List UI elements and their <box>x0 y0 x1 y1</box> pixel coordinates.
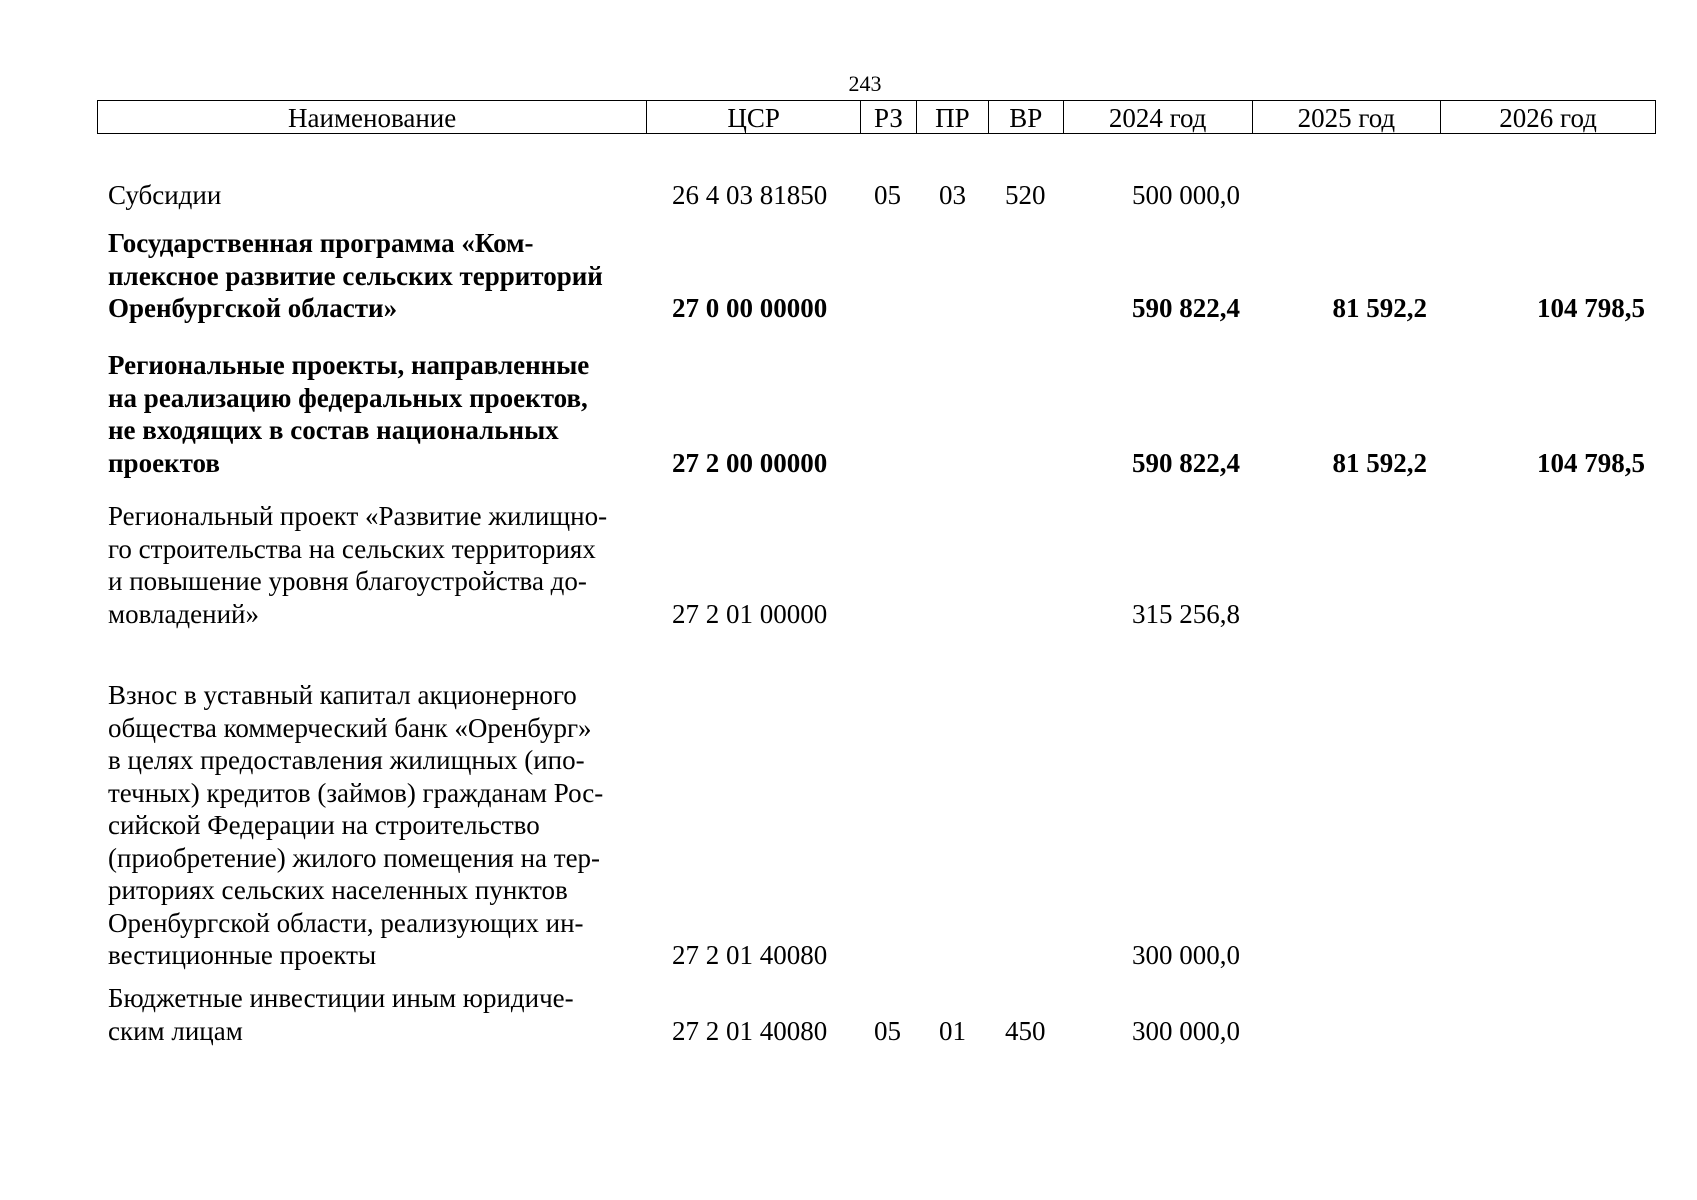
row-name-line: общества коммерческий банк «Оренбург» <box>108 712 592 743</box>
table-row <box>0 227 1697 325</box>
table-header <box>97 100 1656 134</box>
row-name-line: на реализацию федеральных проектов, <box>108 382 588 413</box>
row-name-line: го строительства на сельских территориях <box>108 533 596 564</box>
cell-y2024: 590 822,4 <box>1132 293 1240 323</box>
row-name-line: течных) кредитов (займов) гражданам Рос- <box>108 777 604 808</box>
header-vr: ВР <box>989 101 1064 133</box>
row-name-line: Бюджетные инвестиции иным юридиче- <box>108 983 574 1013</box>
table-row <box>0 982 1697 1047</box>
row-name-line: Оренбургской области, реализующих ин- <box>108 907 584 938</box>
row-name-line: в целях предоставления жилищных (ипо- <box>108 745 585 775</box>
row-name-line: ским лицам <box>108 1015 243 1046</box>
row-name-line: Субсидии <box>108 180 222 210</box>
cell-csr: 27 2 00 00000 <box>672 447 828 478</box>
row-name <box>108 179 653 212</box>
cell-csr: 27 0 00 00000 <box>672 293 828 323</box>
table-row <box>0 500 1697 630</box>
row-name-line: Взнос в уставный капитал акционерного <box>108 680 577 710</box>
header-rz: РЗ <box>861 101 917 133</box>
cell-csr: 26 4 03 81850 <box>672 180 828 210</box>
cell-y2024: 315 256,8 <box>1132 598 1240 629</box>
cell-pr: 01 <box>939 1015 966 1046</box>
row-name-line: не входящих в состав национальных <box>108 415 559 445</box>
cell-pr: 03 <box>939 180 966 210</box>
cell-y2024: 500 000,0 <box>1132 180 1240 210</box>
row-name-line: вестиционные проекты <box>108 940 377 970</box>
cell-csr: 27 2 01 40080 <box>672 940 828 970</box>
cell-y2024: 590 822,4 <box>1132 447 1240 478</box>
row-name-line: и повышение уровня благоустройства до- <box>108 566 587 596</box>
row-name <box>108 679 653 972</box>
row-name-line: мовладений» <box>108 598 260 629</box>
header-name: Наименование <box>98 101 647 133</box>
header-2026: 2026 год <box>1499 103 1597 133</box>
header-2025: 2025 год <box>1253 101 1442 133</box>
header-pr: ПР <box>917 101 989 133</box>
cell-y2026: 104 798,5 <box>1537 293 1645 323</box>
row-name-line: Государственная программа «Ком- <box>108 228 534 258</box>
cell-vr: 520 <box>1005 180 1046 210</box>
row-name <box>108 349 653 479</box>
row-name-line: риториях сельских населенных пунктов <box>108 875 568 905</box>
cell-y2024: 300 000,0 <box>1132 940 1240 970</box>
header-2024: 2024 год <box>1064 101 1253 133</box>
row-name <box>108 500 653 630</box>
cell-y2026: 104 798,5 <box>1537 447 1645 478</box>
page-number: 243 <box>848 71 882 96</box>
row-name-line: плексное развитие сельских территорий <box>108 260 603 291</box>
cell-y2025: 81 592,2 <box>1332 447 1427 478</box>
row-name-line: Региональный проект «Развитие жилищно- <box>108 501 608 531</box>
row-name-line: Оренбургской области» <box>108 293 398 323</box>
row-name-line: сийской Федерации на строительство <box>108 810 540 840</box>
row-name-line: Региональные проекты, направленные <box>108 350 590 380</box>
row-name-line: проектов <box>108 447 220 478</box>
table-row <box>0 349 1697 479</box>
cell-csr: 27 2 01 40080 <box>672 1015 828 1046</box>
header-csr: ЦСР <box>647 101 861 133</box>
table-row <box>0 179 1697 212</box>
row-name-line: (приобретение) жилого помещения на тер- <box>108 842 601 873</box>
row-name <box>108 227 653 325</box>
cell-rz: 05 <box>874 1015 901 1046</box>
row-name <box>108 982 653 1047</box>
cell-csr: 27 2 01 00000 <box>672 598 828 629</box>
cell-y2024: 300 000,0 <box>1132 1015 1240 1046</box>
cell-vr: 450 <box>1005 1015 1046 1046</box>
cell-rz: 05 <box>874 180 901 210</box>
cell-y2025: 81 592,2 <box>1332 293 1427 323</box>
table-row <box>0 679 1697 972</box>
